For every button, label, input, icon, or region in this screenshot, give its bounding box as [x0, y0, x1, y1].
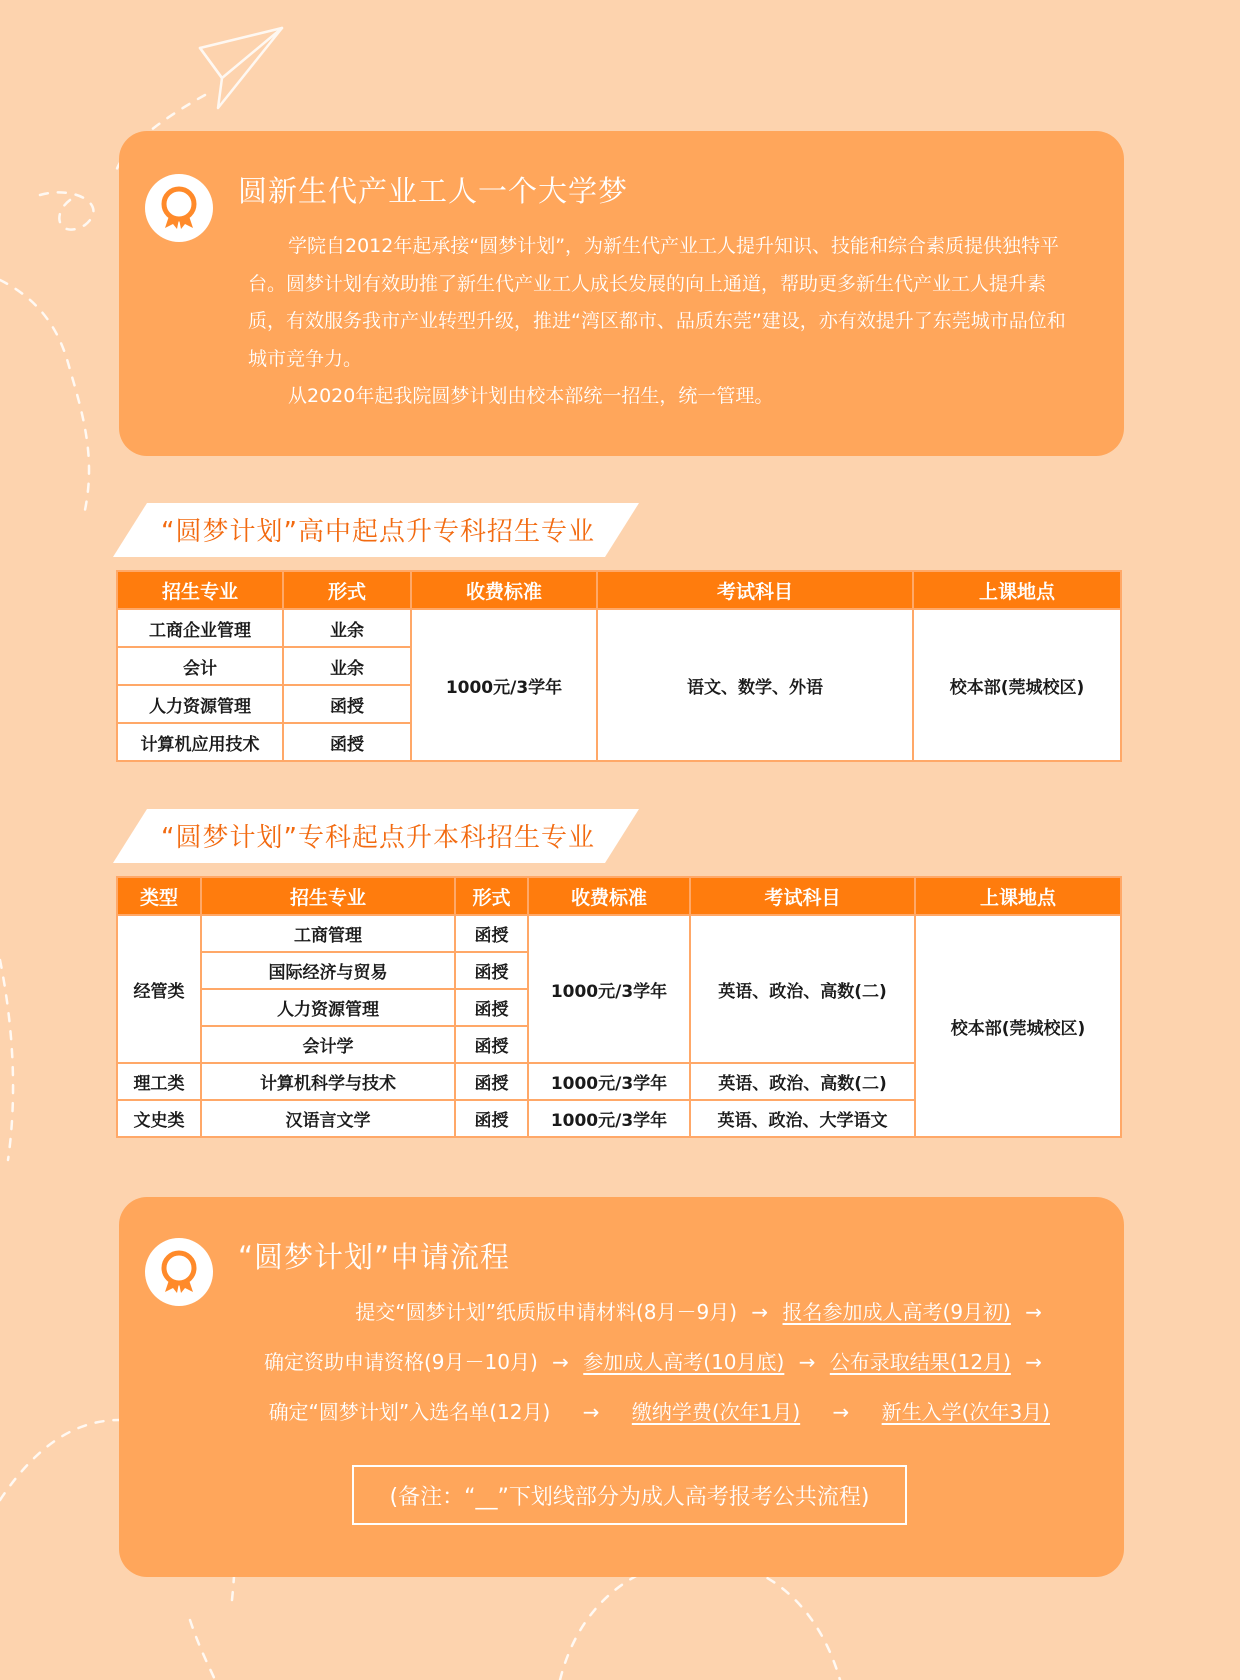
process-step: 提交“圆梦计划”纸质版申请材料(8月－9月) — [355, 1300, 738, 1324]
bachelor-majors-table — [116, 876, 1122, 1138]
major-cell: 工商企业管理 — [117, 609, 283, 647]
table-row — [117, 609, 1121, 647]
section-banner-bachelor — [113, 809, 639, 863]
column-header: 形式 — [283, 571, 411, 609]
subjects-cell: 英语、政治、高数(二) — [690, 1063, 915, 1100]
subjects-cell: 语文、数学、外语 — [597, 609, 913, 761]
process-step: 参加成人高考(10月底) — [583, 1350, 785, 1374]
column-header: 招生专业 — [117, 571, 283, 609]
form-cell: 函授 — [455, 1100, 528, 1137]
column-header: 考试科目 — [690, 877, 915, 915]
process-title: “圆梦计划”申请流程 — [238, 1240, 511, 1274]
form-cell: 业余 — [283, 609, 411, 647]
intro-card — [119, 131, 1124, 456]
process-step: 确定资助申请资格(9月－10月) — [264, 1350, 538, 1374]
arrow-right-icon: → — [1025, 1350, 1042, 1374]
fee-cell: 1000元/3学年 — [528, 915, 690, 1063]
arrow-right-icon: → — [582, 1400, 600, 1424]
location-cell: 校本部(莞城校区) — [913, 609, 1121, 761]
process-step: 缴纳学费(次年1月) — [631, 1400, 801, 1424]
form-cell: 函授 — [283, 685, 411, 723]
intro-paragraph-2: 从2020年起我院圆梦计划由校本部统一招生，统一管理。 — [288, 385, 774, 407]
process-line-2 — [264, 1346, 1050, 1375]
process-step: 确定“圆梦计划”入选名单(12月) — [268, 1400, 551, 1424]
process-line-1 — [355, 1296, 1050, 1325]
process-card — [119, 1197, 1124, 1577]
arrow-right-icon: → — [751, 1300, 769, 1324]
form-cell: 函授 — [455, 952, 528, 989]
arrow-right-icon: → — [798, 1350, 816, 1374]
note-box: (备注：“__”下划线部分为成人高考报考公共流程) — [352, 1465, 907, 1525]
fee-cell: 1000元/3学年 — [528, 1063, 690, 1100]
section-title-bachelor: “圆梦计划”专科起点升本科招生专业 — [161, 823, 595, 853]
major-cell: 计算机应用技术 — [117, 723, 283, 761]
column-header: 上课地点 — [915, 877, 1121, 915]
subjects-cell: 英语、政治、高数(二) — [690, 915, 915, 1063]
table-header-row — [117, 571, 1121, 609]
intro-paragraph-1: 学院自2012年起承接“圆梦计划”，为新生代产业工人提升知识、技能和综合素质提供独特平台。圆梦计划有效助推了新生代产业工人成长发展的向上通道，帮助更多新生代产业工人提升素质，有效服务我市产业转型升级，推进“湾区都市、品质东莞”建设，亦有效提升了东莞城市品位和城市竞争力。 — [248, 235, 1066, 370]
table-row — [117, 915, 1121, 952]
process-step: 报名参加成人高考(9月初) — [782, 1300, 1011, 1324]
type-cell: 经管类 — [117, 915, 201, 1063]
major-cell: 人力资源管理 — [117, 685, 283, 723]
column-header: 招生专业 — [201, 877, 455, 915]
location-cell: 校本部(莞城校区) — [915, 915, 1121, 1137]
arrow-right-icon: → — [1025, 1300, 1042, 1324]
form-cell: 函授 — [455, 989, 528, 1026]
award-ribbon-icon — [145, 174, 213, 242]
process-line-3 — [269, 1396, 1050, 1425]
arrow-right-icon: → — [832, 1400, 850, 1424]
column-header: 收费标准 — [528, 877, 690, 915]
major-cell: 计算机科学与技术 — [201, 1063, 455, 1100]
associate-majors-table — [116, 570, 1122, 762]
form-cell: 函授 — [455, 1063, 528, 1100]
type-cell: 理工类 — [117, 1063, 201, 1100]
award-ribbon-icon — [145, 1238, 213, 1306]
column-header: 类型 — [117, 877, 201, 915]
major-cell: 国际经济与贸易 — [201, 952, 455, 989]
table-header-row — [117, 877, 1121, 915]
column-header: 收费标准 — [411, 571, 597, 609]
paper-plane-icon — [200, 28, 282, 108]
process-step: 公布录取结果(12月) — [829, 1350, 1011, 1374]
process-step: 新生入学(次年3月) — [881, 1400, 1050, 1424]
column-header: 上课地点 — [913, 571, 1121, 609]
major-cell: 工商管理 — [201, 915, 455, 952]
intro-title: 圆新生代产业工人一个大学梦 — [238, 174, 629, 208]
form-cell: 业余 — [283, 647, 411, 685]
fee-cell: 1000元/3学年 — [528, 1100, 690, 1137]
intro-body — [248, 228, 1078, 416]
major-cell: 会计 — [117, 647, 283, 685]
form-cell: 函授 — [455, 1026, 528, 1063]
fee-cell: 1000元/3学年 — [411, 609, 597, 761]
column-header: 形式 — [455, 877, 528, 915]
column-header: 考试科目 — [597, 571, 913, 609]
section-banner-associate — [113, 503, 639, 557]
subjects-cell: 英语、政治、大学语文 — [690, 1100, 915, 1137]
type-cell: 文史类 — [117, 1100, 201, 1137]
form-cell: 函授 — [455, 915, 528, 952]
major-cell: 人力资源管理 — [201, 989, 455, 1026]
form-cell: 函授 — [283, 723, 411, 761]
major-cell: 会计学 — [201, 1026, 455, 1063]
major-cell: 汉语言文学 — [201, 1100, 455, 1137]
arrow-right-icon: → — [552, 1350, 569, 1374]
section-title-associate: “圆梦计划”高中起点升专科招生专业 — [161, 517, 595, 547]
